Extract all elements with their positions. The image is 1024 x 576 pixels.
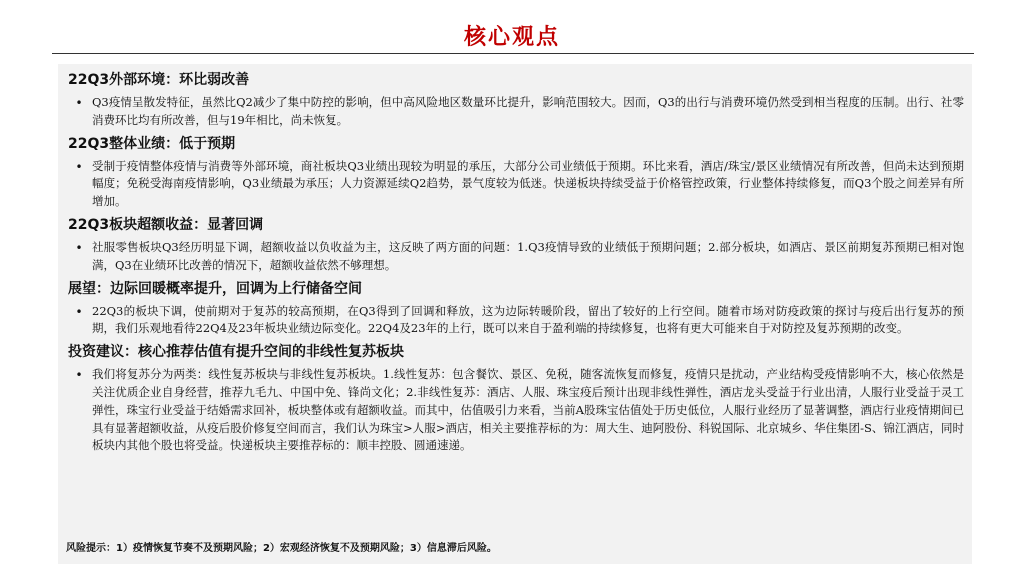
content-body (66, 70, 964, 459)
section-overall-performance (66, 134, 964, 211)
section-outlook (66, 279, 964, 339)
bullet-item (66, 94, 964, 130)
bullet-icon: • (75, 96, 83, 110)
bullet-item (66, 158, 964, 211)
bullet-icon: • (75, 368, 83, 383)
section-heading: 展望：边际回暖概率提升，回调为上行储备空间 (68, 280, 362, 297)
title-divider (52, 53, 974, 54)
bullet-item (66, 303, 964, 339)
section-excess-return (66, 215, 964, 275)
bullet-text: 受制于疫情整体疫情与消费等外部环境，商社板块Q3业绩出现较为明显的承压，大部分公司业绩低于预期。环比来看，酒店/珠宝/景区业绩情况有所改善，但尚未达到预期幅度；免税受海南疫情影响，Q3业绩最为承压；人力资源延续Q2趋势，景气度较为低迷。快递板块持续受益于价格管控政策，行业整体持续修复，而Q3个股之间差异有所增加。 (92, 158, 964, 209)
page-title: 核心观点 (463, 24, 560, 50)
section-investment-advice (66, 342, 964, 455)
risk-note: 风险提示：1）疫情恢复节奏不及预期风险；2）宏观经济恢复不及预期风险；3）信息滞后风险。 (66, 543, 497, 554)
section-heading: 22Q3板块超额收益：显著回调 (68, 216, 264, 233)
section-external-environment (66, 70, 964, 130)
bullet-item (66, 366, 964, 455)
bullet-icon: • (75, 240, 83, 255)
bullet-text: 22Q3的板块下调，使前期对于复苏的较高预期，在Q3得到了回调和释放，这为边际转暖阶段，留出了较好的上行空间。随着市场对防疫政策的探讨与疫后出行复苏的预期，我们乐观地看待22Q4及23年板块业绩边际变化。22Q4及23年的上行，既可以来自于盈利端的持续修复，也将有更大可能来自于对防控及复苏预期的改变。 (92, 303, 964, 336)
section-heading: 22Q3外部环境：环比弱改善 (68, 72, 250, 88)
bullet-icon: • (75, 159, 83, 174)
content-panel (58, 64, 972, 564)
bullet-text: 社服零售板块Q3经历明显下调，超额收益以负收益为主，这反映了两方面的问题：1.Q3疫情导致的业绩低于预期问题；2.部分板块，如酒店、景区前期复苏预期已相对饱满，Q3在业绩环比改善的情况下，超额收益依然不够理想。 (92, 239, 964, 272)
section-heading: 投资建议：核心推荐估值有提升空间的非线性复苏板块 (68, 344, 404, 361)
bullet-icon: • (75, 304, 83, 319)
bullet-text: Q3疫情呈散发特征，虽然比Q2减少了集中防控的影响，但中高风险地区数量环比提升，影响范围较大。因而，Q3的出行与消费环境仍然受到相当程度的压制。出行、社零消费环比均有所改善，但与19年相比，尚未恢复。 (92, 95, 964, 127)
section-heading: 22Q3整体业绩：低于预期 (68, 135, 236, 152)
bullet-text: 我们将复苏分为两类：线性复苏板块与非线性复苏板块。1.线性复苏：包含餐饮、景区、免税，随客流恢复而修复，疫情只是扰动，产业结构受疫情影响不大，核心依然是关注优质企业自身经营，推荐九毛九、中国中免、锋尚文化；2.非线性复苏：酒店、人服、珠宝疫后预计出现非线性弹性，酒店龙头受益于行业出清，人服行业受益于灵工弹性，珠宝行业受益于结婚需求回补，板块整体或有超额收益。而其中，估值吸引力来看，当前A股珠宝估值处于历史低位，人服行业经历了显著调整，酒店行业疫情期间已具有显著超额收益，从疫后股价修复空间而言，我们认为珠宝>人服>酒店，相关主要推荐标的为：周大生、迪阿股份、科锐国际、北京城乡、华住集团-S、锦江酒店，同时板块内其他个股也将受益。快递板块主要推荐标的：顺丰控股、圆通速递。 (92, 367, 964, 453)
bullet-item (66, 239, 964, 275)
